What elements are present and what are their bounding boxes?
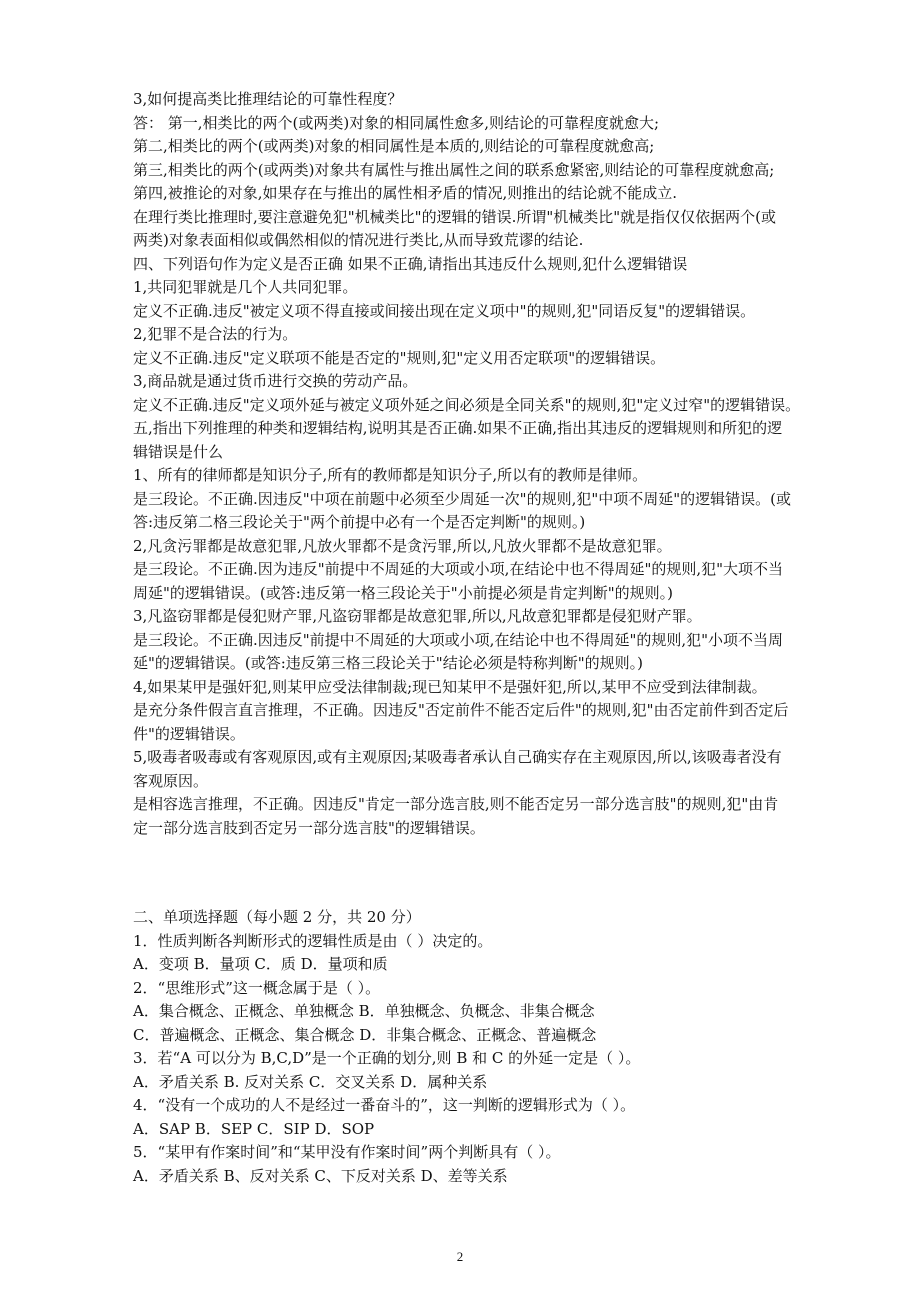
choice-options-2b: C．普遍概念、正概念、集合概念 D．非集合概念、正概念、普遍概念 bbox=[133, 1025, 597, 1044]
choice-question-2: 2．“思维形式”这一概念属于是（ ）。 bbox=[133, 978, 381, 997]
section-four-heading: 四、下列语句作为定义是否正确 如果不正确,请指出其违反什么规则,犯什么逻辑错误 bbox=[133, 254, 688, 273]
answer-point-1: 答： 第一,相类比的两个(或两类)对象的相同属性愈多,则结论的可靠程度就愈大; bbox=[133, 113, 660, 132]
inference-answer-2-cont: 周延"的逻辑错误。(或答:违反第一格三段论关于"小前提必须是肯定判断"的规则。) bbox=[133, 583, 673, 602]
choice-options-1: A．变项 B．量项 C．质 D．量项和质 bbox=[133, 955, 388, 973]
inference-item-4: 4,如果某甲是强奸犯,则某甲应受法律制裁;现已知某甲不是强奸犯,所以,某甲不应受到法律制裁。 bbox=[133, 677, 767, 696]
inference-answer-1-cont: 答:违反第二格三段论关于"两个前提中必有一个是否定判断"的规则。) bbox=[133, 513, 586, 531]
inference-item-5: 5,吸毒者吸毒或有客观原因,或有主观原因;某吸毒者承认自己确实存在主观原因,所以,该吸毒者没有 bbox=[133, 748, 782, 766]
answer-point-4: 第四,被推论的对象,如果存在与推出的属性相矛盾的情况,则推出的结论就不能成立. bbox=[133, 184, 678, 202]
inference-answer-4-cont: 件"的逻辑错误。 bbox=[133, 724, 245, 743]
choice-question-4: 4．“没有一个成功的人不是经过一番奋斗的”，这一判断的逻辑形式为（ ）。 bbox=[133, 1096, 636, 1114]
definition-item-2: 2,犯罪不是合法的行为。 bbox=[133, 325, 298, 343]
choice-options-3: A．矛盾关系 B. 反对关系 C．交叉关系 D．属种关系 bbox=[133, 1072, 488, 1091]
inference-item-1: 1、所有的律师都是知识分子,所有的教师都是知识分子,所以有的教师是律师。 bbox=[133, 466, 648, 484]
answer-note: 在理行类比推理时,要注意避免犯"机械类比"的逻辑的错误.所谓"机械类比"就是指仅仅依据两个(或 bbox=[133, 207, 776, 226]
inference-item-2: 2,凡贪污罪都是故意犯罪,凡放火罪都不是贪污罪,所以,凡放火罪都不是故意犯罪。 bbox=[133, 536, 672, 555]
inference-answer-1: 是三段论。不正确.因违反"中项在前题中必须至少周延一次"的规则,犯"中项不周延"的逻辑错误。(或 bbox=[133, 489, 791, 508]
inference-answer-4: 是充分条件假言直言推理，不正确。因违反"否定前件不能否定后件"的规则,犯"由否定前件到否定后 bbox=[133, 701, 789, 719]
choice-options-5: A．矛盾关系 B、反对关系 C、下反对关系 D、差等关系 bbox=[133, 1166, 508, 1185]
multiple-choice-section bbox=[133, 906, 833, 1188]
answer-note-cont: 两类)对象表面相似或偶然相似的情况进行类比,从而导致荒谬的结论. bbox=[133, 231, 584, 249]
answer-point-3: 第三,相类比的两个(或两类)对象共有属性与推出属性之间的联系愈紧密,则结论的可靠程度就愈高; bbox=[133, 160, 775, 179]
definition-answer-3: 定义不正确.违反"定义项外延与被定义项外延之间必须是全同关系"的规则,犯"定义过窄"的逻辑错误。 bbox=[133, 395, 801, 414]
definition-answer-1: 定义不正确.违反"被定义项不得直接或间接出现在定义项中"的规则,犯"同语反复"的逻辑错误。 bbox=[133, 301, 756, 320]
inference-item-5-cont: 客观原因。 bbox=[133, 771, 209, 790]
section-five-heading: 五,指出下列推理的种类和逻辑结构,说明其是否正确.如果不正确,指出其违反的逻辑规则和所犯的逻 bbox=[133, 419, 783, 437]
inference-answer-3: 是三段论。不正确.因违反"前提中不周延的大项或小项,在结论中也不得周延"的规则,犯"小项不当周 bbox=[133, 630, 784, 649]
question-3-heading: 3,如何提高类比推理结论的可靠性程度？ bbox=[133, 90, 403, 108]
definition-item-3: 3,商品就是通过货币进行交换的劳动产品。 bbox=[133, 372, 418, 390]
inference-answer-5-cont: 定一部分选言肢到否定另一部分选言肢"的逻辑错误。 bbox=[133, 818, 485, 837]
inference-answer-2: 是三段论。不正确.因为违反"前提中不周延的大项或小项,在结论中也不得周延"的规则,犯"大项不当 bbox=[133, 560, 784, 578]
inference-item-3: 3,凡盗窃罪都是侵犯财产罪,凡盗窃罪都是故意犯罪,所以,凡故意犯罪都是侵犯财产罪。 bbox=[133, 607, 702, 625]
page-number: 2 bbox=[456, 1249, 464, 1264]
answer-point-2: 第二,相类比的两个(或两类)对象的相同属性是本质的,则结论的可靠程度就愈高; bbox=[133, 137, 655, 155]
choice-options-2a: A．集合概念、正概念、单独概念 B．单独概念、负概念、非集合概念 bbox=[133, 1002, 595, 1020]
inference-answer-3-cont: 延"的逻辑错误。(或答:违反第三格三段论关于"结论必须是特称判断"的规则。) bbox=[133, 654, 643, 672]
inference-answer-5: 是相容选言推理，不正确。因违反"肯定一部分选言肢,则不能否定另一部分选言肢"的规则,犯"由肯 bbox=[133, 795, 779, 813]
definition-item-1: 1,共同犯罪就是几个人共同犯罪。 bbox=[133, 278, 358, 296]
definition-answer-2: 定义不正确.违反"定义联项不能是否定的"规则,犯"定义用否定联项"的逻辑错误。 bbox=[133, 348, 666, 367]
choice-question-3: 3．若“A 可以分为 B,C,D”是一个正确的划分,则 B 和 C 的外延一定是（ ）。 bbox=[133, 1049, 641, 1067]
choice-question-1: 1．性质判断各判断形式的逻辑性质是由（ ）决定的。 bbox=[133, 931, 493, 950]
choice-options-4: A．SAP B．SEP C．SIP D．SOP bbox=[133, 1119, 375, 1138]
section-two-heading: 二、单项选择题（每小题 2 分，共 20 分） bbox=[133, 908, 421, 926]
choice-question-5: 5．“某甲有作案时间”和“某甲没有作案时间”两个判断具有（ ）。 bbox=[133, 1143, 561, 1161]
answers-section bbox=[133, 88, 833, 840]
section-five-heading-cont: 辑错误是什么 bbox=[133, 442, 224, 461]
